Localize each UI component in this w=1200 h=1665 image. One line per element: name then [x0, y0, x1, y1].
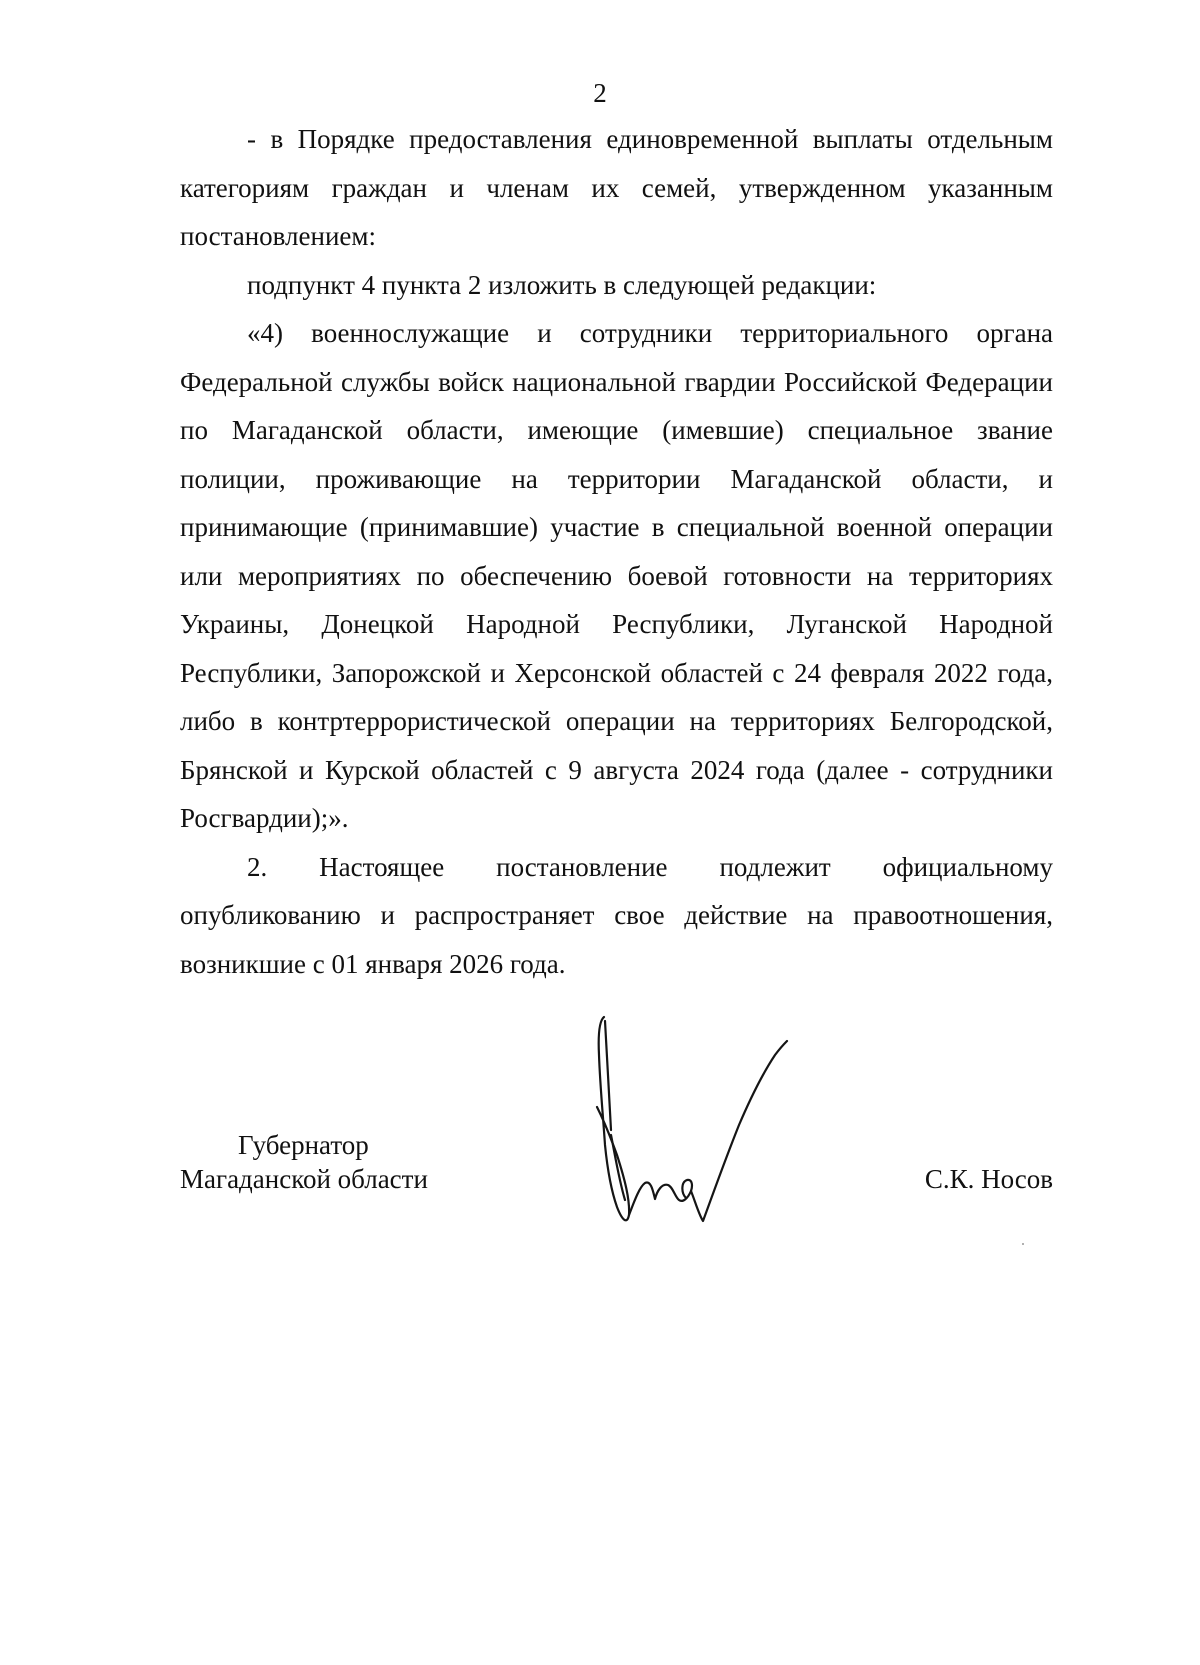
signatory-position-line-2: Магаданской области [180, 1164, 428, 1194]
page-number: 2 [593, 78, 607, 108]
paragraph-subpoint-4-text: «4) военнослужащие и сотрудники территориального органа Федеральной службы войск национальной гвардии Российской Федерации по Магаданской области, имеющие (имевшие) специальное звание полиции, проживающие на территории Магаданской области, и принимающие (принимавшие) участие в специальной военной операции или мероприятиях по обеспечению боевой готовности на территориях Украины, Донецкой Народной Республики, Луганской Народной Республики, Запорожской и Херсонской областей с 24 февраля 2022 года, либо в контртеррористической операции на территориях Белгородской, Брянской и Курской областей с 9 августа 2024 года (далее - сотрудники Росгвардии);». [180, 318, 1053, 833]
signatory-position [180, 1128, 428, 1196]
signatory-position-line-1: Губернатор [238, 1130, 369, 1160]
paragraph-publication-clause: 2. Настоящее постановление подлежит официальному опубликованию и распространяет свое действие на правоотношения, возникшие с 01 января 2026 года. [180, 851, 1053, 979]
scan-speck [1022, 1243, 1024, 1245]
document-body [180, 115, 1053, 988]
handwritten-signature [595, 1015, 805, 1245]
paragraph-amendment-intro: - в Порядке предоставления единовременной выплаты отдельным категориям граждан и членам их семей, утвержденном указанным постановлением: [180, 124, 1053, 251]
signatory-name: С.К. Носов [924, 1164, 1053, 1194]
paragraph-subpoint-instruction: подпункт 4 пункта 2 изложить в следующей редакции: [247, 269, 877, 300]
